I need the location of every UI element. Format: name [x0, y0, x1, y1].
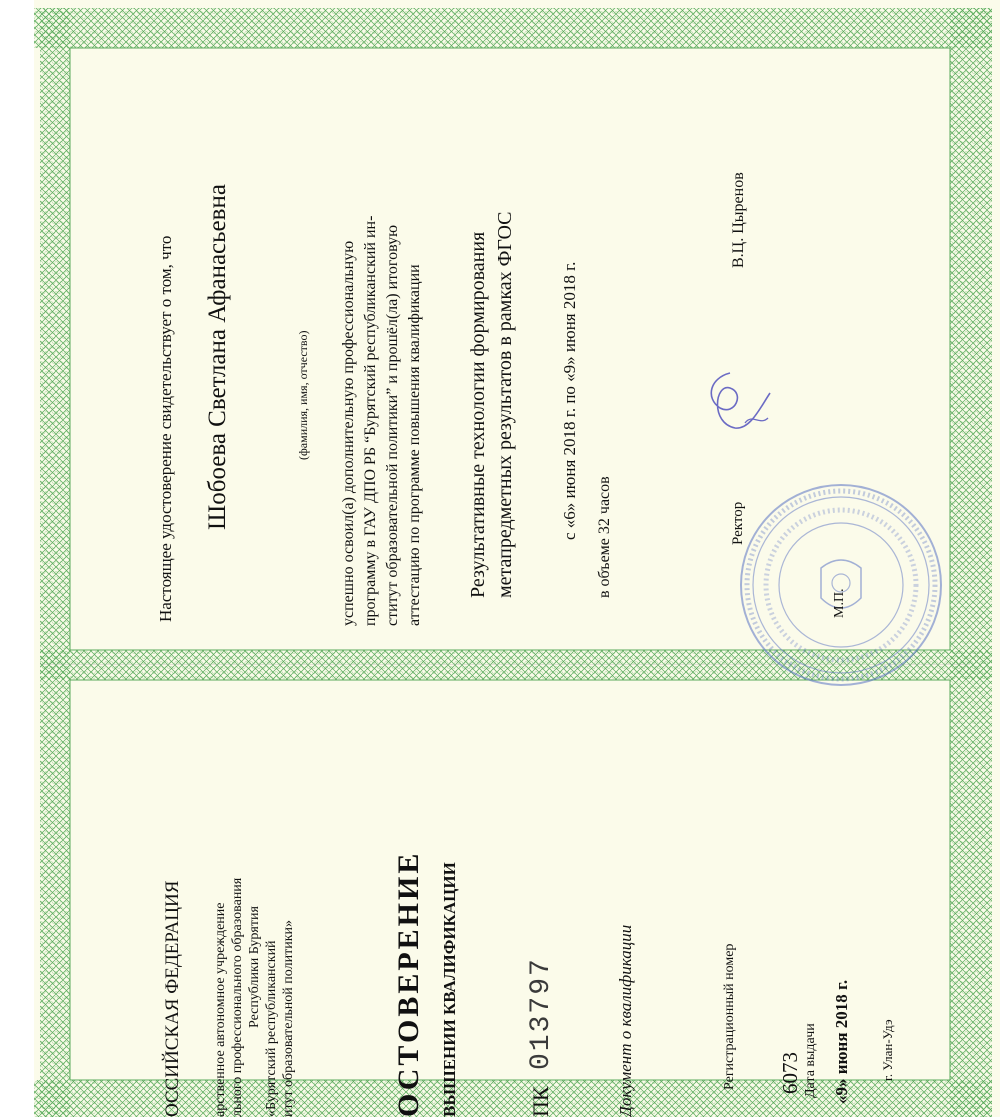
registration-label: Регистрационный номер — [722, 943, 737, 1090]
official-seal — [736, 480, 946, 690]
body-line-4: аттестацию по программе повышения квалификации — [406, 264, 423, 626]
full-name: Шобоева Светлана Афанасьевна — [204, 184, 231, 530]
course-dates: с «6» июня 2018 г. по «9» июня 2018 г. — [560, 261, 579, 540]
federation-heading: ОССИЙСКАЯ ФЕДЕРАЦИЯ — [162, 880, 183, 1117]
issue-date: «9» июня 2018 г. — [832, 979, 851, 1104]
org-line-4: «Бурятский республиканский — [264, 940, 279, 1117]
program-line-2: метапредметных результатов в рамках ФГОС — [494, 211, 516, 598]
intro-text: Настоящее удостоверение свидетельствует о том, что — [156, 235, 175, 622]
rector-name: В.Ц. Цыренов — [730, 172, 747, 268]
registration-number: 6073 — [778, 1052, 802, 1094]
org-line-2: льного профессионального образования — [230, 877, 245, 1117]
issue-city: г. Улан-Удэ — [880, 1019, 895, 1081]
org-line-5: итут образовательной политики» — [281, 920, 296, 1117]
body-line-2: программу в ГАУ ДПО РБ “Бурятский республиканский ин- — [362, 215, 379, 626]
body-line-3: ститут образовательной политики” и прошёл(ла) итоговую — [384, 224, 401, 626]
series-label: ПК — [528, 1086, 553, 1117]
course-volume: в объеме 32 часов — [596, 476, 613, 598]
rector-label: Ректор — [730, 501, 746, 545]
document-title: ОСТОВЕРЕНИЕ — [392, 850, 425, 1117]
body-line-1: успешно освоил(а) дополнительную профессиональную — [340, 240, 357, 626]
name-caption: (фамилия, имя, отчество) — [296, 330, 310, 460]
scan-edge — [0, 0, 34, 1117]
document-subtitle: ВЫШЕНИИ КВАЛИФИКАЦИИ — [440, 862, 459, 1117]
org-line-1: арственное автономное учреждение — [213, 902, 228, 1117]
stamp-label: М.П. — [832, 588, 847, 618]
org-line-3: Республики Бурятия — [247, 906, 262, 1028]
certificate-number: 013797 — [526, 957, 557, 1070]
document-type: Документ о квалификации — [616, 924, 635, 1117]
issue-date-label: Дата выдачи — [803, 1023, 818, 1098]
program-line-1: Результативные технологии формирования — [467, 231, 489, 598]
rector-signature — [690, 368, 780, 438]
